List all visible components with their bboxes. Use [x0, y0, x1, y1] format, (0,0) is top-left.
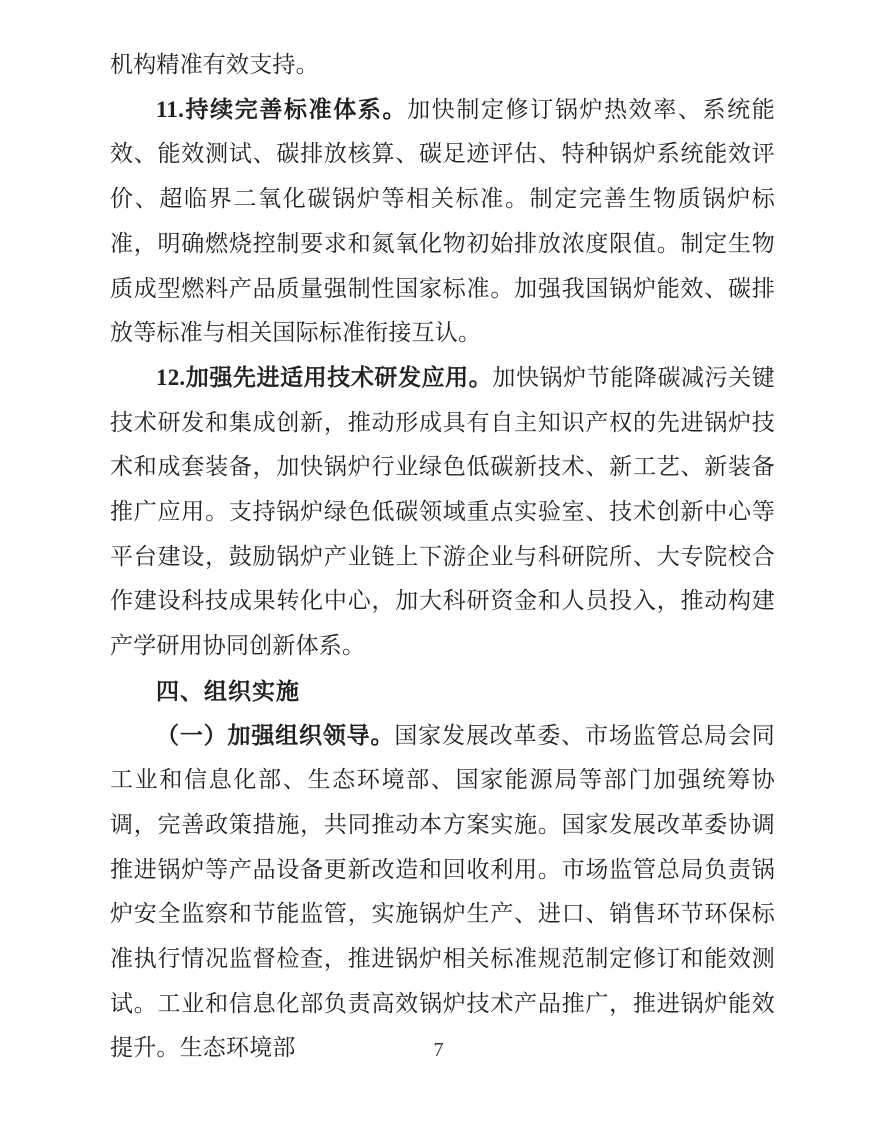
paragraph-continuation: [110, 43, 775, 88]
paragraph-item-12: [110, 356, 775, 669]
paragraph-item-11-body: 加快制定修订锅炉热效率、系统能效、能效测试、碳排放核算、碳足迹评估、特种锅炉系统能效评价、超临界二氧化碳锅炉等相关标准。制定完善生物质锅炉标准，明确燃烧控制要求和氮氧化物初始排放浓度限值。制定生物质成型燃料产品质量强制性国家标准。加强我国锅炉能效、碳排放等标准与相关国际标准衔接互认。: [110, 96, 775, 346]
document-body: [110, 43, 775, 1071]
section-heading-4: 四、组织实施: [156, 677, 300, 704]
paragraph-item-12-body: 加快锅炉节能降碳减污关键技术研发和集成创新，推动形成具有自主知识产权的先进锅炉技术和成套装备，加快锅炉行业绿色低碳新技术、新工艺、新装备推广应用。支持锅炉绿色低碳领域重点实验室、技术创新中心等平台建设，鼓励锅炉产业链上下游企业与科研院所、大专院校合作建设科技成果转化中心，加大科研资金和人员投入，推动构建产学研用协同创新体系。: [110, 364, 776, 659]
page-number: 7: [433, 1039, 444, 1061]
paragraph-continuation-text: 机构精准有效支持。: [110, 52, 319, 77]
paragraph-item-11: [110, 88, 775, 356]
paragraph-org-1-lead: （一）加强组织领导。: [156, 722, 395, 748]
paragraph-item-12-lead: 12.加强先进适用技术研发应用。: [156, 364, 493, 390]
paragraph-item-11-lead: 11.持续完善标准体系。: [156, 96, 408, 122]
paragraph-org-1: [110, 714, 775, 1072]
paragraph-org-1-body: 国家发展改革委、市场监管总局会同工业和信息化部、生态环境部、国家能源局等部门加强统筹协调，完善政策措施，共同推动本方案实施。国家发展改革委协调推进锅炉等产品设备更新改造和回收利用。市场监管总局负责锅炉安全监察和节能监管，实施锅炉生产、进口、销售环节环保标准执行情况监督检查，推进锅炉相关标准规范制定修订和能效测试。工业和信息化部负责高效锅炉技术产品推广，推进锅炉能效提升。生态环境部: [110, 722, 776, 1061]
